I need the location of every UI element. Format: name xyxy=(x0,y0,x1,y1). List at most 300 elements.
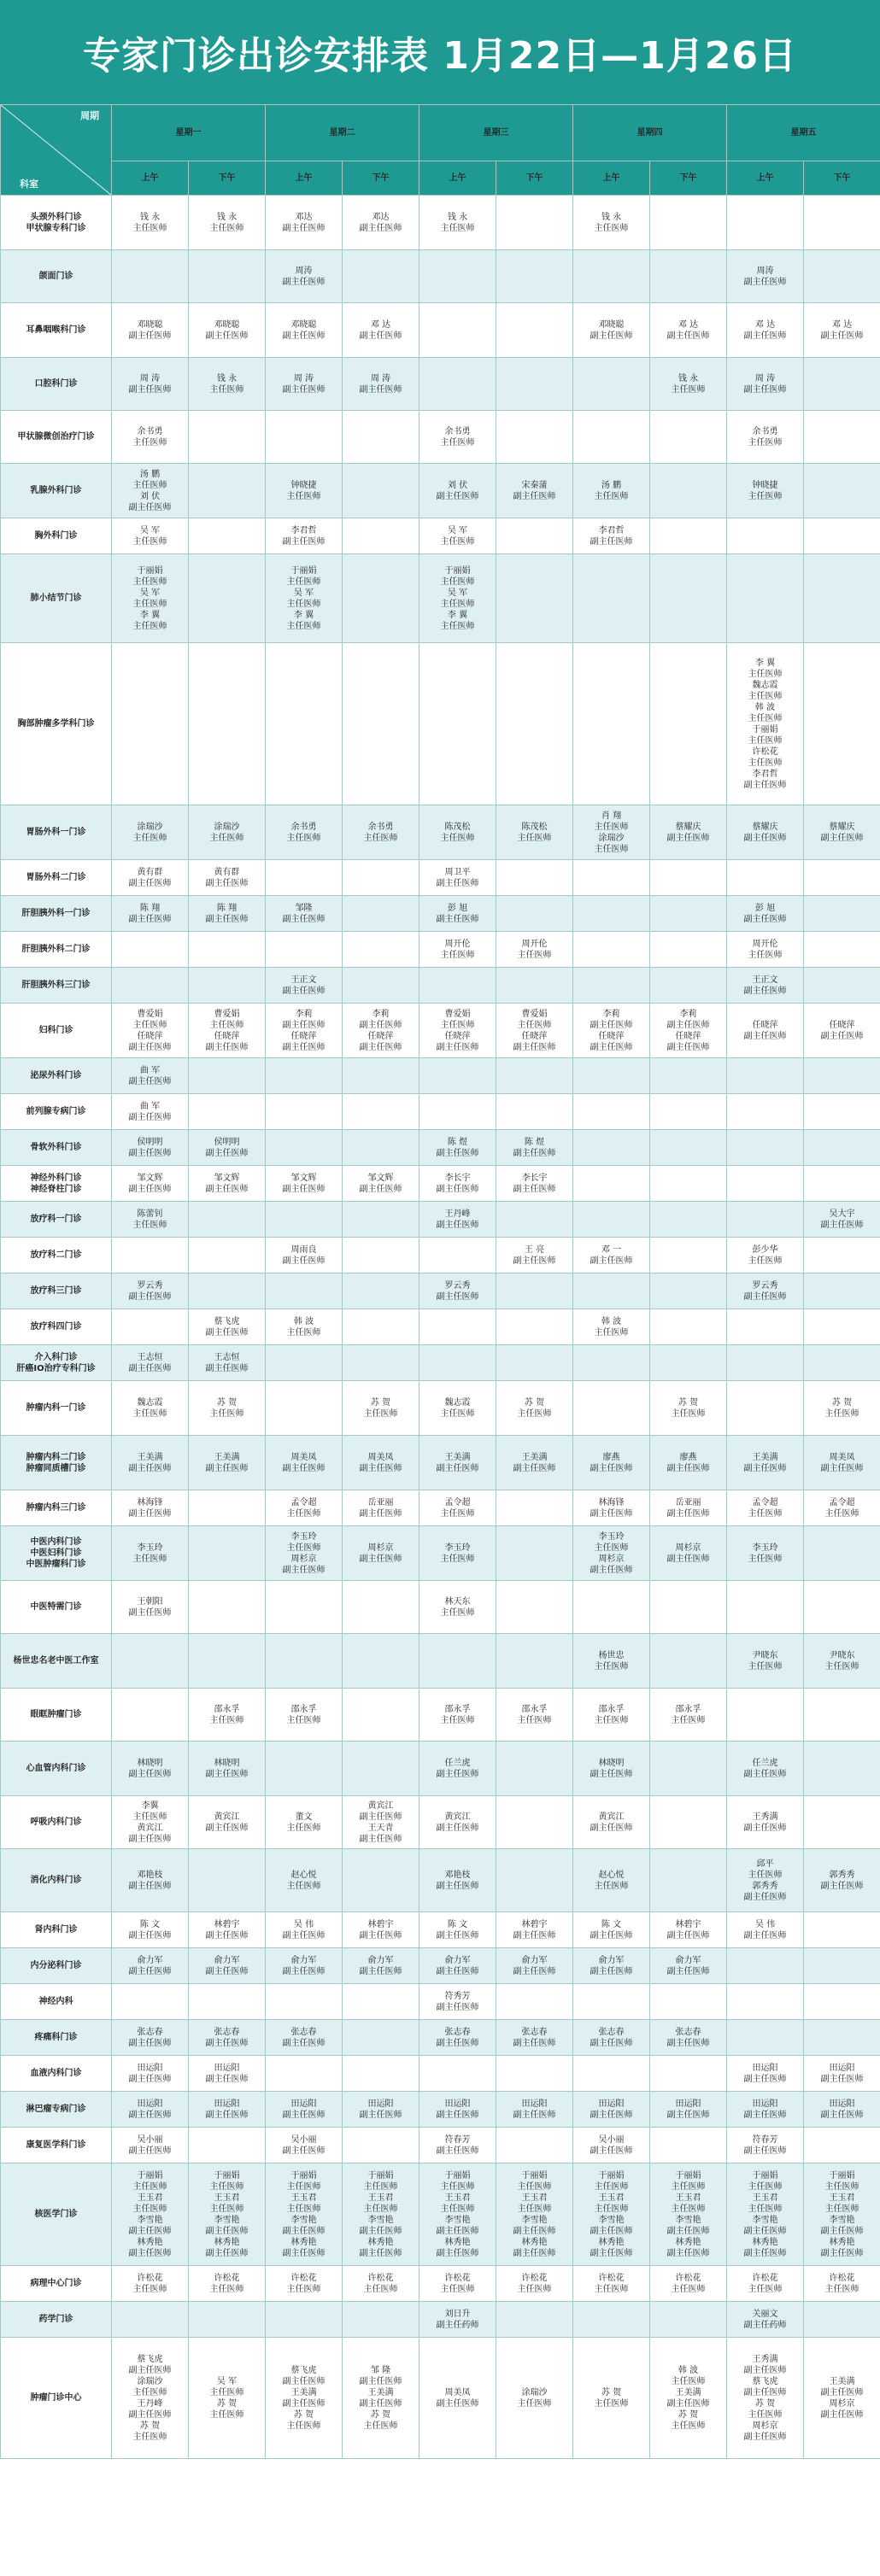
dept-cell xyxy=(1,518,112,554)
doctor-title: 副主任医师 xyxy=(820,2110,864,2120)
schedule-cell xyxy=(419,2266,496,2302)
schedule-cell xyxy=(112,2163,189,2266)
dept-name: 乳腺外科门诊 xyxy=(30,486,82,495)
doctor-title: 副主任药师 xyxy=(743,2320,787,2330)
schedule-cell xyxy=(496,2092,573,2128)
doctor-title: 主任医师 xyxy=(748,735,783,746)
schedule-cell xyxy=(573,1526,650,1581)
schedule-cell xyxy=(804,2302,880,2338)
schedule-cell xyxy=(573,1238,650,1273)
schedule-cell xyxy=(804,1849,880,1912)
doctor-name: 邹文辉 xyxy=(290,1173,317,1183)
dept-name: 耳鼻咽喉科门诊 xyxy=(26,325,86,335)
doctor-name: 张志春 xyxy=(675,2027,701,2037)
doctor-name: 周杉京 xyxy=(290,1554,317,1564)
doctor-name: 王玉君 xyxy=(214,2193,240,2203)
doctor-title: 副主任医师 xyxy=(359,1834,402,1844)
schedule-cell xyxy=(343,1309,419,1345)
schedule-cell xyxy=(189,1526,266,1581)
doctor-name: 黄有群 xyxy=(214,867,240,877)
doctor-title: 副主任医师 xyxy=(666,1463,710,1473)
schedule-cell xyxy=(496,411,573,464)
doctor-name: 邹文辉 xyxy=(137,1173,163,1183)
doctor-name: 于丽娟 xyxy=(367,2170,394,2181)
doctor-title: 副主任医师 xyxy=(359,2398,402,2409)
doctor-title: 副主任医师 xyxy=(205,914,249,924)
doctor-name: 王玉君 xyxy=(598,2193,625,2203)
table-row xyxy=(1,2092,880,2128)
table-row xyxy=(1,1345,880,1381)
schedule-cell xyxy=(804,805,880,860)
doctor-name: 黄宾江 xyxy=(598,1812,625,1822)
doctor-title: 主任医师 xyxy=(363,2284,398,2294)
doctor-name: 李雪艳 xyxy=(675,2215,701,2225)
doctor-title: 副主任医师 xyxy=(359,2248,402,2258)
schedule-cell xyxy=(496,1849,573,1912)
pm-header: 下午 xyxy=(496,161,573,196)
doctor-name: 吴小丽 xyxy=(598,2134,625,2145)
schedule-cell xyxy=(419,1984,496,2020)
schedule-cell xyxy=(496,196,573,250)
doctor-name: 许松花 xyxy=(521,2273,548,2283)
doctor-title: 副主任医师 xyxy=(359,1042,402,1052)
doctor-title: 副主任医师 xyxy=(666,2226,710,2236)
schedule-cell xyxy=(804,1742,880,1796)
schedule-cell xyxy=(650,1634,727,1689)
doctor-name: 陈茂松 xyxy=(521,822,548,832)
schedule-cell xyxy=(804,1490,880,1526)
schedule-cell xyxy=(112,1273,189,1309)
schedule-cell xyxy=(266,1238,343,1273)
schedule-cell xyxy=(189,1004,266,1058)
dept-name: 肝胆胰外科二门诊 xyxy=(21,945,91,954)
doctor-name: 吴 军 xyxy=(447,588,468,598)
schedule-cell xyxy=(727,411,804,464)
schedule-cell xyxy=(496,1796,573,1849)
doctor-title: 副主任医师 xyxy=(666,1930,710,1941)
doctor-title: 副主任药师 xyxy=(436,2320,479,2330)
schedule-cell xyxy=(343,2266,419,2302)
schedule-cell xyxy=(189,1689,266,1742)
schedule-cell xyxy=(650,860,727,896)
schedule-cell xyxy=(727,554,804,643)
schedule-cell xyxy=(266,250,343,303)
doctor-name: 田运阳 xyxy=(290,2099,317,2109)
doctor-title: 副主任医师 xyxy=(666,1042,710,1052)
table-row xyxy=(1,805,880,860)
schedule-cell xyxy=(266,1273,343,1309)
doctor-title: 副主任医师 xyxy=(513,2038,556,2048)
schedule-cell xyxy=(496,860,573,896)
doctor-name: 邵永孚 xyxy=(214,1704,240,1714)
schedule-cell xyxy=(496,1238,573,1273)
doctor-title: 主任医师 xyxy=(286,599,321,609)
schedule-cell xyxy=(727,1948,804,1984)
schedule-cell xyxy=(727,1912,804,1948)
schedule-cell xyxy=(266,1004,343,1058)
schedule-cell xyxy=(573,2338,650,2459)
table-row xyxy=(1,1849,880,1912)
doctor-title: 主任医师 xyxy=(286,1508,321,1519)
doctor-title: 副主任医师 xyxy=(513,1966,556,1976)
dept-cell xyxy=(1,2266,112,2302)
dept-name: 神经外科门诊 xyxy=(30,1173,82,1183)
schedule-cell xyxy=(804,2128,880,2163)
doctor-name: 邓晓聪 xyxy=(137,319,163,330)
dept-cell xyxy=(1,1004,112,1058)
dept-cell xyxy=(1,1238,112,1273)
schedule-cell xyxy=(496,1689,573,1742)
doctor-name: 韩 波 xyxy=(678,2365,699,2375)
doctor-name: 吴大宇 xyxy=(829,1209,855,1219)
doctor-title: 副主任医师 xyxy=(282,223,326,233)
pm-header: 下午 xyxy=(343,161,419,196)
doctor-title: 主任医师 xyxy=(286,1715,321,1725)
doctor-name: 苏 贺 xyxy=(139,2421,161,2431)
dept-cell xyxy=(1,1058,112,1094)
doctor-name: 吴 军 xyxy=(216,2376,238,2386)
doctor-title: 主任医师 xyxy=(363,2421,398,2431)
table-row xyxy=(1,896,880,932)
doctor-title: 副主任医师 xyxy=(666,331,710,341)
doctor-title: 副主任医师 xyxy=(436,2038,479,2048)
schedule-cell xyxy=(266,554,343,643)
schedule-cell xyxy=(266,1309,343,1345)
schedule-cell xyxy=(573,896,650,932)
schedule-cell xyxy=(496,1058,573,1094)
schedule-cell xyxy=(343,860,419,896)
doctor-title: 主任医师 xyxy=(440,2284,475,2294)
schedule-cell xyxy=(266,1581,343,1634)
doctor-title: 副主任医师 xyxy=(513,1042,556,1052)
doctor-name: 彭少华 xyxy=(752,1244,778,1255)
schedule-cell xyxy=(804,411,880,464)
doctor-name: 李 翼 xyxy=(754,658,776,668)
doctor-name: 田运阳 xyxy=(675,2099,701,2109)
doctor-name: 任晓萍 xyxy=(290,1031,317,1041)
schedule-cell xyxy=(573,411,650,464)
doctor-title: 副主任医师 xyxy=(590,1020,633,1030)
doctor-title: 副主任医师 xyxy=(820,2387,864,2397)
schedule-cell xyxy=(343,1094,419,1130)
schedule-cell xyxy=(419,411,496,464)
schedule-cell xyxy=(650,2020,727,2056)
doctor-name: 陈 煜 xyxy=(524,1137,545,1147)
schedule-cell xyxy=(727,968,804,1004)
doctor-name: 周雨良 xyxy=(290,1244,317,1255)
doctor-name: 蔡耀庆 xyxy=(752,822,778,832)
schedule-cell xyxy=(112,1058,189,1094)
schedule-cell xyxy=(573,1094,650,1130)
doctor-title: 副主任医师 xyxy=(128,1463,172,1473)
doctor-name: 董文 xyxy=(295,1812,313,1822)
table-row xyxy=(1,1689,880,1742)
schedule-cell xyxy=(496,518,573,554)
dept-cell xyxy=(1,2338,112,2459)
doctor-name: 李雪艳 xyxy=(521,2215,548,2225)
doctor-title: 副主任医师 xyxy=(513,1463,556,1473)
doctor-name: 涂瑞沙 xyxy=(521,2387,548,2397)
schedule-cell xyxy=(419,1004,496,1058)
doctor-title: 副主任医师 xyxy=(282,1930,326,1941)
doctor-name: 钱 永 xyxy=(216,212,238,222)
doctor-name: 曹爱娟 xyxy=(444,1009,471,1019)
doctor-title: 副主任医师 xyxy=(359,1812,402,1822)
schedule-cell xyxy=(343,2163,419,2266)
doctor-title: 主任医师 xyxy=(440,621,475,631)
doctor-name: 韩 波 xyxy=(601,1316,622,1326)
doctor-title: 主任医师 xyxy=(440,1715,475,1725)
doctor-title: 主任医师 xyxy=(671,2376,706,2386)
schedule-cell xyxy=(266,518,343,554)
doctor-name: 周杉京 xyxy=(598,1554,625,1564)
table-row xyxy=(1,2020,880,2056)
doctor-name: 周涛 xyxy=(756,266,774,276)
schedule-cell xyxy=(419,2163,496,2266)
doctor-title: 副主任医师 xyxy=(205,2110,249,2120)
doctor-title: 副主任医师 xyxy=(436,2398,479,2409)
doctor-title: 副主任医师 xyxy=(666,2398,710,2409)
schedule-cell xyxy=(343,1526,419,1581)
schedule-cell xyxy=(727,1345,804,1381)
schedule-cell xyxy=(112,1004,189,1058)
schedule-cell xyxy=(804,1948,880,1984)
schedule-cell xyxy=(112,968,189,1004)
doctor-name: 邓晓聪 xyxy=(290,319,317,330)
schedule-cell xyxy=(496,1948,573,1984)
schedule-cell xyxy=(189,2056,266,2092)
doctor-name: 王玉君 xyxy=(521,2193,548,2203)
schedule-cell xyxy=(419,1912,496,1948)
doctor-title: 副主任医师 xyxy=(282,1463,326,1473)
table-row xyxy=(1,1742,880,1796)
schedule-cell xyxy=(804,1436,880,1490)
dept-name: 肺小结节门诊 xyxy=(30,594,82,603)
dept-cell xyxy=(1,2056,112,2092)
dept-cell xyxy=(1,932,112,968)
doctor-title: 副主任医师 xyxy=(513,2226,556,2236)
schedule-cell xyxy=(650,968,727,1004)
doctor-name: 任兰虎 xyxy=(752,1758,778,1768)
doctor-name: 王美满 xyxy=(752,1452,778,1462)
doctor-title: 副主任医师 xyxy=(743,2146,787,2156)
dept-name: 杨世忠名老中医工作室 xyxy=(13,1656,99,1666)
schedule-cell xyxy=(650,1202,727,1238)
doctor-name: 张志春 xyxy=(290,2027,317,2037)
schedule-cell xyxy=(112,1436,189,1490)
schedule-cell xyxy=(727,1689,804,1742)
pm-header: 下午 xyxy=(804,161,880,196)
table-row xyxy=(1,860,880,896)
table-row xyxy=(1,1004,880,1058)
dept-name: 内分泌科门诊 xyxy=(30,1961,82,1970)
schedule-cell xyxy=(343,932,419,968)
doctor-title: 主任医师 xyxy=(286,833,321,843)
schedule-cell xyxy=(419,1273,496,1309)
schedule-cell xyxy=(112,1202,189,1238)
dept-cell xyxy=(1,303,112,358)
schedule-cell xyxy=(650,1273,727,1309)
schedule-cell xyxy=(112,1238,189,1273)
dept-name: 疼痛科门诊 xyxy=(34,2033,78,2042)
schedule-cell xyxy=(804,250,880,303)
doctor-title: 主任医师 xyxy=(209,833,244,843)
schedule-cell xyxy=(112,1912,189,1948)
schedule-cell xyxy=(496,2056,573,2092)
schedule-cell xyxy=(112,1634,189,1689)
schedule-cell xyxy=(573,1004,650,1058)
doctor-name: 任晓萍 xyxy=(829,1020,855,1030)
doctor-title: 主任医师 xyxy=(286,577,321,587)
doctor-title: 副主任医师 xyxy=(590,1769,633,1779)
doctor-name: 黄宾江 xyxy=(367,1800,394,1811)
doctor-name: 蔡飞虎 xyxy=(137,2354,163,2364)
doctor-title: 主任医师 xyxy=(132,223,167,233)
schedule-cell xyxy=(112,1742,189,1796)
schedule-cell xyxy=(727,303,804,358)
schedule-cell xyxy=(189,1345,266,1381)
doctor-title: 副主任医师 xyxy=(743,1930,787,1941)
doctor-name: 田运阳 xyxy=(444,2099,471,2109)
doctor-name: 林秀艳 xyxy=(829,2237,855,2247)
doctor-title: 副主任医师 xyxy=(282,1256,326,1266)
schedule-cell xyxy=(266,1345,343,1381)
doctor-title: 副主任医师 xyxy=(282,331,326,341)
doctor-title: 主任医师 xyxy=(440,536,475,547)
schedule-cell xyxy=(419,303,496,358)
dept-name: 介入科门诊 xyxy=(34,1352,78,1362)
schedule-cell xyxy=(727,358,804,411)
doctor-name: 李翼 xyxy=(141,1800,159,1811)
schedule-cell xyxy=(650,1689,727,1742)
doctor-name: 俞力军 xyxy=(214,1955,240,1965)
doctor-title: 副主任医师 xyxy=(513,1184,556,1194)
schedule-cell xyxy=(727,518,804,554)
doctor-title: 主任医师 xyxy=(748,691,783,701)
dept-cell xyxy=(1,1381,112,1436)
schedule-cell xyxy=(343,2302,419,2338)
doctor-name: 于丽娟 xyxy=(444,565,471,576)
dept-name: 康复医学科门诊 xyxy=(26,2140,86,2150)
schedule-cell xyxy=(727,1796,804,1849)
dept-name: 口腔科门诊 xyxy=(34,379,78,389)
schedule-cell xyxy=(112,932,189,968)
doctor-title: 主任医师 xyxy=(671,1408,706,1419)
dept-name: 神经脊柱门诊 xyxy=(30,1184,82,1194)
schedule-cell xyxy=(727,1849,804,1912)
dept-name: 血液内科门诊 xyxy=(30,2069,82,2078)
schedule-cell xyxy=(343,643,419,805)
schedule-cell xyxy=(573,250,650,303)
table-row xyxy=(1,2128,880,2163)
doctor-title: 副主任医师 xyxy=(820,2226,864,2236)
doctor-name: 吴 军 xyxy=(447,525,468,536)
doctor-title: 主任医师 xyxy=(440,437,475,448)
doctor-title: 主任医师 xyxy=(824,1408,859,1419)
schedule-cell xyxy=(343,196,419,250)
table-row xyxy=(1,464,880,518)
schedule-cell xyxy=(727,2266,804,2302)
schedule-cell xyxy=(189,1166,266,1202)
schedule-cell xyxy=(496,932,573,968)
doctor-title: 副主任医师 xyxy=(282,384,326,395)
doctor-title: 副主任医师 xyxy=(436,1148,479,1158)
doctor-title: 副主任医师 xyxy=(436,1823,479,1833)
doctor-title: 副主任医师 xyxy=(128,1184,172,1194)
schedule-cell xyxy=(266,1634,343,1689)
doctor-name: 许松花 xyxy=(137,2273,163,2283)
schedule-cell xyxy=(112,358,189,411)
doctor-name: 侯明明 xyxy=(137,1137,163,1147)
schedule-cell xyxy=(804,1094,880,1130)
schedule-cell xyxy=(650,1796,727,1849)
table-row xyxy=(1,250,880,303)
schedule-cell xyxy=(804,860,880,896)
schedule-cell xyxy=(804,643,880,805)
doctor-name: 周开伦 xyxy=(521,939,548,949)
doctor-name: 李莉 xyxy=(602,1009,620,1019)
doctor-title: 副主任医师 xyxy=(743,277,787,287)
dept-name: 胃肠外科二门诊 xyxy=(26,873,86,882)
doctor-name: 符秀芳 xyxy=(444,1991,471,2001)
doctor-title: 副主任医师 xyxy=(743,2110,787,2120)
dept-cell xyxy=(1,1130,112,1166)
doctor-title: 副主任医师 xyxy=(205,2038,249,2048)
doctor-title: 副主任医师 xyxy=(743,986,787,996)
doctor-title: 副主任医师 xyxy=(513,1256,556,1266)
schedule-cell xyxy=(573,1849,650,1912)
doctor-name: 俞力军 xyxy=(444,1955,471,1965)
am-header: 上午 xyxy=(727,161,804,196)
schedule-cell xyxy=(650,411,727,464)
doctor-title: 副主任医师 xyxy=(128,2074,172,2084)
doctor-name: 陈 文 xyxy=(139,1919,161,1929)
table-row xyxy=(1,1273,880,1309)
doctor-title: 主任医师 xyxy=(209,1408,244,1419)
doctor-name: 王美满 xyxy=(367,2387,394,2397)
doctor-title: 副主任医师 xyxy=(436,1184,479,1194)
doctor-name: 钟晓捷 xyxy=(752,480,778,490)
doctor-title: 副主任医师 xyxy=(436,2226,479,2236)
doctor-name: 张志春 xyxy=(214,2027,240,2037)
schedule-cell xyxy=(112,2266,189,2302)
doctor-name: 余书勇 xyxy=(752,426,778,436)
doctor-name: 俞力军 xyxy=(521,1955,548,1965)
schedule-cell xyxy=(496,1984,573,2020)
doctor-title: 副主任医师 xyxy=(743,2387,787,2397)
schedule-cell xyxy=(343,303,419,358)
schedule-cell xyxy=(650,2092,727,2128)
dept-cell xyxy=(1,805,112,860)
schedule-cell xyxy=(112,464,189,518)
doctor-name: 田运阳 xyxy=(752,2063,778,2073)
schedule-cell xyxy=(266,1436,343,1490)
schedule-cell xyxy=(650,1166,727,1202)
table-row xyxy=(1,2056,880,2092)
doctor-name: 邹文辉 xyxy=(367,1173,394,1183)
doctor-title: 主任医师 xyxy=(671,2204,706,2214)
doctor-name: 林秀艳 xyxy=(444,2237,471,2247)
schedule-cell xyxy=(573,554,650,643)
schedule-cell xyxy=(727,1273,804,1309)
dept-name: 心血管内科门诊 xyxy=(26,1764,86,1773)
schedule-cell xyxy=(496,303,573,358)
doctor-name: 李雪艳 xyxy=(752,2215,778,2225)
schedule-cell xyxy=(266,1948,343,1984)
schedule-cell xyxy=(112,805,189,860)
schedule-cell xyxy=(496,2128,573,2163)
doctor-title: 副主任医师 xyxy=(359,1184,402,1194)
